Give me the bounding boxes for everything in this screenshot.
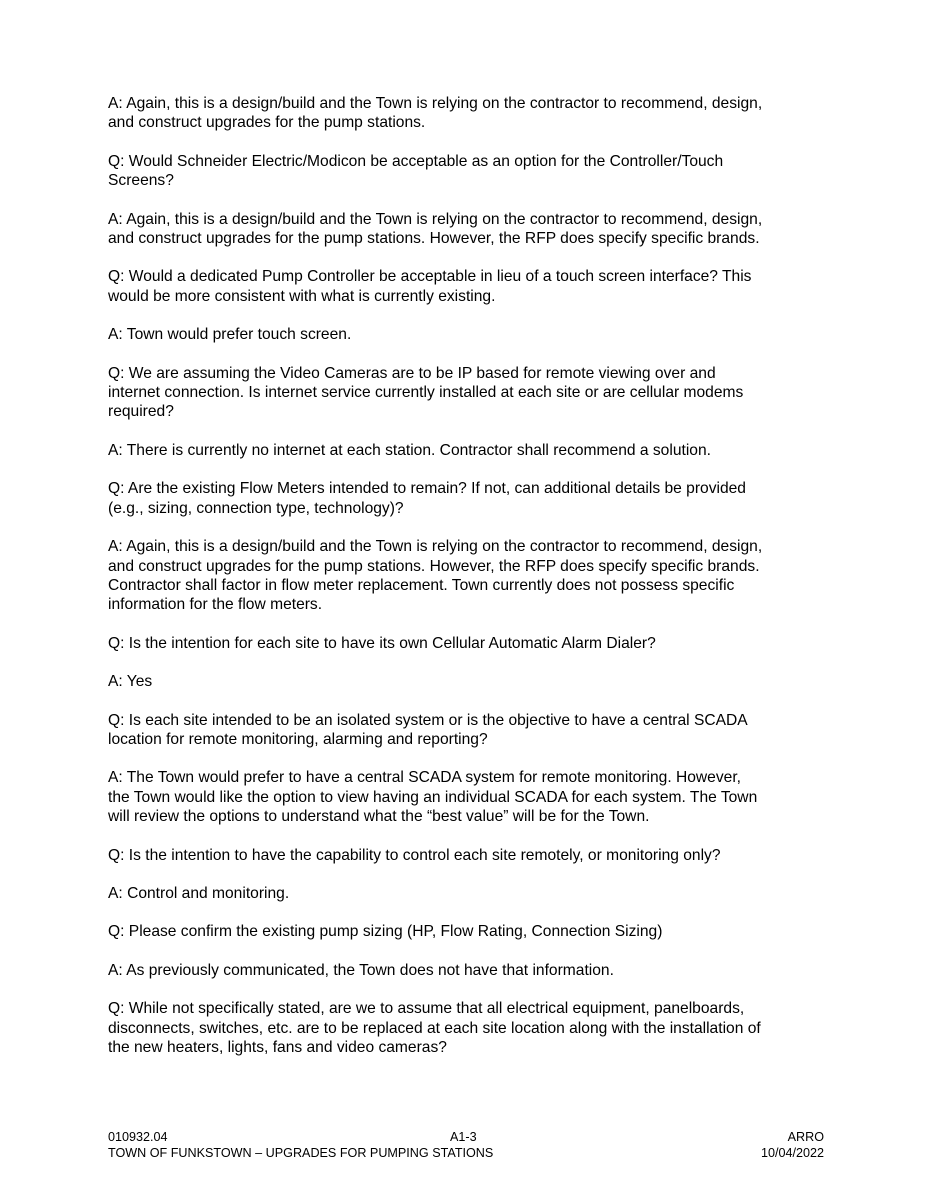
answer-paragraph: A: There is currently no internet at each station. Contractor shall recommend a solution.: [108, 441, 711, 459]
question-paragraph: Q: Is the intention for each site to have its own Cellular Automatic Alarm Dialer?: [108, 634, 656, 652]
question-paragraph: Q: Please confirm the existing pump sizing (HP, Flow Rating, Connection Sizing): [108, 923, 663, 941]
answer-paragraph: A: Again, this is a design/build and the Town is relying on the contractor to recommend, design, and construct upgrades for the pump stations. However, the RFP does specify specific brands. Contractor shall factor in flow meter replacement. Town currently does not possess specific information for the flow meters.: [108, 538, 763, 614]
answer-paragraph: A: Control and monitoring.: [108, 884, 290, 902]
document-body: [108, 94, 824, 1076]
footer-project-info: 010932.04 TOWN OF FUNKSTOWN – UPGRADES FOR PUMPING STATIONS: [108, 1130, 494, 1160]
question-paragraph: Q: Would Schneider Electric/Modicon be acceptable as an option for the Controller/Touch Screens?: [108, 152, 724, 190]
answer-paragraph: A: As previously communicated, the Town does not have that information.: [108, 961, 614, 979]
answer-paragraph: A: The Town would prefer to have a central SCADA system for remote monitoring. However, the Town would like the option to view having an individual SCADA for each system. The Town will review the options to understand what the “best value” will be for the Town.: [108, 769, 758, 826]
question-paragraph: Q: Is each site intended to be an isolated system or is the objective to have a central SCADA location for remote monitoring, alarming and reporting?: [108, 711, 748, 748]
answer-paragraph: A: Town would prefer touch screen.: [108, 326, 352, 344]
answer-paragraph: A: Again, this is a design/build and the Town is relying on the contractor to recommend, design, and construct upgrades for the pump stations.: [108, 95, 763, 132]
footer-firm-date: ARRO 10/04/2022: [760, 1130, 824, 1160]
question-paragraph: Q: Are the existing Flow Meters intended to remain? If not, can additional details be provided (e.g., sizing, connection type, technology)?: [108, 480, 746, 517]
question-paragraph: Q: Is the intention to have the capability to control each site remotely, or monitoring only?: [108, 846, 721, 864]
page-footer: [108, 1129, 824, 1163]
question-paragraph: Q: While not specifically stated, are we to assume that all electrical equipment, panelboards, disconnects, switches, etc. are to be replaced at each site location along with the installation of the new heaters, lights, fans and video cameras?: [108, 1000, 761, 1056]
answer-paragraph: A: Again, this is a design/build and the Town is relying on the contractor to recommend, design, and construct upgrades for the pump stations. However, the RFP does specify specific brands.: [108, 210, 763, 248]
question-paragraph: Q: Would a dedicated Pump Controller be acceptable in lieu of a touch screen interface? This would be more consistent with what is currently existing.: [108, 268, 752, 305]
footer-page-number: A1-3: [450, 1130, 477, 1144]
question-paragraph: Q: We are assuming the Video Cameras are to be IP based for remote viewing over and internet connection. Is internet service currently installed at each site or are cellular modems required?: [108, 364, 744, 421]
answer-paragraph: A: Yes: [108, 673, 153, 691]
